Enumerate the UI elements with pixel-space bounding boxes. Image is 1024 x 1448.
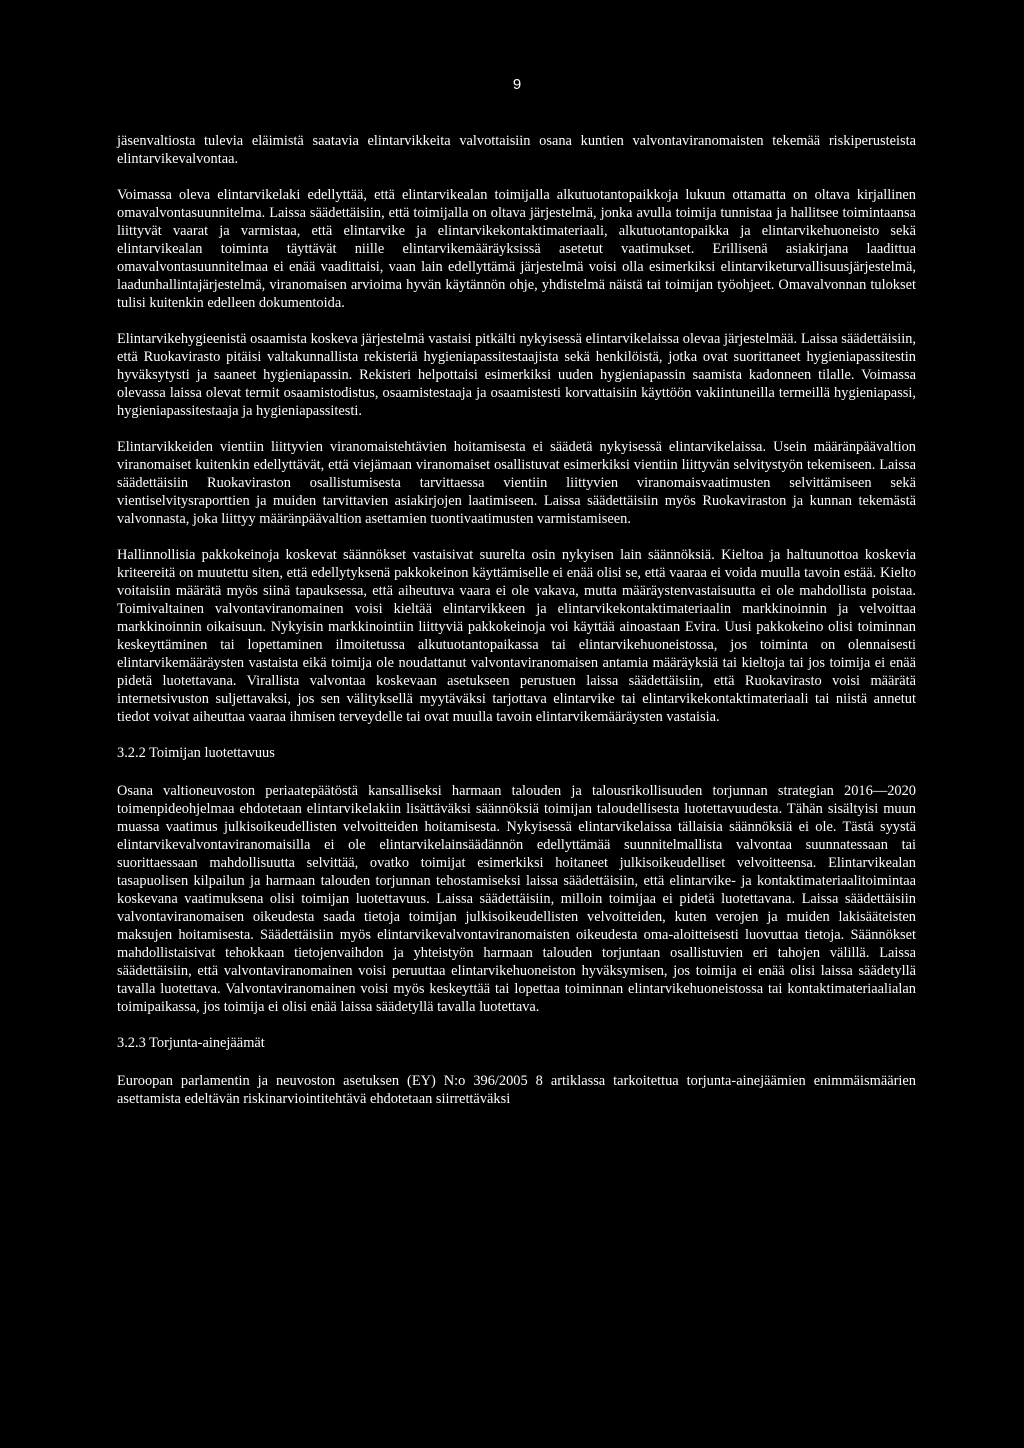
section-323-paragraph: Euroopan parlamentin ja neuvoston asetuksen (EY) N:o 396/2005 8 artiklassa tarkoitettua torjunta-ainejäämien enimmäismäärien asettamista edeltävän riskinarviointitehtävä ehdotetaan siirrettäväksi — [117, 1073, 916, 1107]
paragraph-5: Hallinnollisia pakkokeinoja koskevat säännökset vastaisivat suurelta osin nykyisen lain säännöksiä. Kieltoa ja haltuunottoa koskevia kriteereitä on muutettu siten, että edellytyksenä pakkokeinon käyttämiselle ei enää olisi se, että vaaraa ei voida muulla tavoin estää. Kielto voitaisiin määrätä myös siinä tapauksessa, että aiheutuva vaara ei ole vakava, mutta määräystenvastaisuutta ei ole mahdollista poistaa. Toimivaltainen valvontaviranomainen voisi kieltää elintarvikkeen ja elintarvikekontaktimateriaalin markkinoinnin ja velvoittaa markkinoinnin oikaisuun. Nykyisin markkinointiin liittyviä pakkokeinoja voi käyttää ainoastaan Evira. Uusi pakkokeino olisi toiminnan keskeyttäminen tai lopettaminen ilmoitetussa alkutuotantopaikassa tai elintarvikehuoneistossa, jos toiminta on olennaisesti elintarvikemääräysten vastaista eikä toimija ole noudattanut valvontaviranomaisen antamia määräyksiä tai kieltoja tai jos toimija ei enää pidetä luotettavana. Virallista valvontaa koskevaan asetukseen perustuen laissa säädettäisiin, että Ruokavirasto voisi määrätä internetsivuston suljettavaksi, jos sen välityksellä myytäväksi tarjottava elintarvike tai elintarvikekontaktimateriaali tai niistä annetut tiedot voivat aiheuttaa vaaraa ihmisen terveydelle tai ovat muulla tavoin elintarvikemääräysten vastaisia. — [117, 547, 916, 725]
paragraph-2: Voimassa oleva elintarvikelaki edellyttää, että elintarvikealan toimijalla alkutuotantopaikkoja lukuun ottamatta on oltava kirjallinen omavalvontasuunnitelma. Laissa säädettäisiin, että toimijalla on oltava järjestelmä, jonka avulla toimija tunnistaa ja hallitsee toimintaansa liittyvät vaarat ja varmistaa, että elintarvike ja elintarvikekontaktimateriaali, alkutuotantopaikka ja elintarvikehuoneisto sekä elintarvikealan toiminta täyttävät niille elintarvikemääräyksissä asetetut vaatimukset. Erillisenä asiakirjana laadittua omavalvontasuunnitelmaa ei enää vaadittaisi, vaan lain edellyttämä järjestelmä voisi olla esimerkiksi elintarviketurvallisuusjärjestelmä, laadunhallintajärjestelmä, viranomaisen arvioima hyvän käytännön ohje, yhdistelmä näistä tai toimijan työohjeet. Omavalvonnan tulokset tulisi kuitenkin edelleen dokumentoida. — [117, 187, 916, 311]
document-body — [117, 132, 916, 1126]
section-heading-323: 3.2.3 Torjunta-ainejäämät — [117, 1035, 265, 1051]
section-heading-322: 3.2.2 Toimijan luotettavuus — [117, 745, 275, 761]
paragraph-3: Elintarvikehygieenistä osaamista koskeva järjestelmä vastaisi pitkälti nykyisessä elintarvikelaissa olevaa järjestelmää. Laissa säädettäisiin, että Ruokavirasto pitäisi valtakunnallista rekisteriä hygieniapassitestaajista sekä henkilöistä, jotka ovat suorittaneet hygieniapassitestin hyväksytysti ja saaneet hygieniapassin. Rekisteri helpottaisi esimerkiksi uuden hygieniapassin saamista kadonneen tilalle. Voimassa olevassa laissa olevat termit osaamistodistus, osaamistestaaja ja osaamistesti korvattaisiin käyttöön vakiintuneilla termeillä hygieniapassi, hygieniapassitestaaja ja hygieniapassitesti. — [117, 331, 916, 419]
paragraph-4: Elintarvikkeiden vientiin liittyvien viranomaistehtävien hoitamisesta ei säädetä nykyisessä elintarvikelaissa. Usein määränpäävaltion viranomaiset kuitenkin edellyttävät, että viejämaan viranomaiset osallistuvat esimerkiksi vientiin liittyvän selvitystyön tekemiseen. Laissa säädettäisiin Ruokaviraston osallistumisesta tarvittaessa vientiin liittyvien viranomaisvaatimusten selvittämiseen sekä vientiselvitysraporttien ja muiden tarvittavien asiakirjojen laatimiseen. Laissa säädettäisiin myös Ruokaviraston ja kunnan tekemästä valvonnasta, joka liittyy määränpäävaltion asettamien tuontivaatimusten varmistamiseen. — [117, 439, 916, 527]
section-322-paragraph: Osana valtioneuvoston periaatepäätöstä kansalliseksi harmaan talouden ja talousrikollisuuden torjunnan strategian 2016—2020 toimenpideohjelmaa ehdotetaan elintarvikelakiin lisättäväksi säännöksiä toimijan taloudellisesta luotettavuudesta. Tähän sisältyisi muun muassa vaatimus julkisoikeudellisten velvoitteiden hoitamisesta. Nykyisessä elintarvikelaissa tällaisia säännöksiä ei ole. Tästä syystä elintarvikevalvontaviranomaisilla ei ole elintarvikelainsäädännön edellyttämää suunnitelmallista valvontaa suunnatessaan tai suorittaessaan mahdollisuutta selvittää, ovatko toimijat esimerkiksi hoitaneet julkisoikeudelliset velvoitteensa. Elintarvikealan tasapuolisen kilpailun ja harmaan talouden torjunnan tehostamiseksi laissa säädettäisiin, että elintarvike- ja kontaktimateriaalitoimintaa koskevana vaatimuksena olisi toimijan luotettavuus. Laissa säädettäisiin, milloin toimijaa ei pidetä luotettavana. Laissa säädettäisiin valvontaviranomaisen oikeudesta saada tietoja toimijan julkisoikeudellisten velvoitteiden, kuten verojen ja muiden lakisääteisten maksujen hoitamisesta. Säädettäisiin myös elintarvikevalvontaviranomaisten oikeudesta oma-aloitteisesti luovuttaa tietoja. Säännökset mahdollistaisivat tehokkaan tietojenvaihdon ja yhteistyön harmaan talouden torjuntaan osallistuvien eri tahojen välillä. Laissa säädettäisiin, että valvontaviranomainen voisi peruuttaa elintarvikehuoneiston hyväksymisen, jos toimija ei enää olisi laissa säädetyllä tavalla luotettava. Valvontaviranomainen voisi myös keskeyttää tai lopettaa toiminnan elintarvikehuoneistossa tai kontaktimateriaalialan toimipaikassa, jos toimija ei olisi enää laissa säädetyllä tavalla luotettava. — [117, 783, 916, 1015]
page-number: 9 — [512, 76, 522, 93]
paragraph-1: jäsenvaltiosta tulevia eläimistä saatavia elintarvikkeita valvottaisiin osana kuntien valvontaviranomaisten tekemää riskiperusteista elintarvikevalvontaa. — [117, 133, 916, 167]
